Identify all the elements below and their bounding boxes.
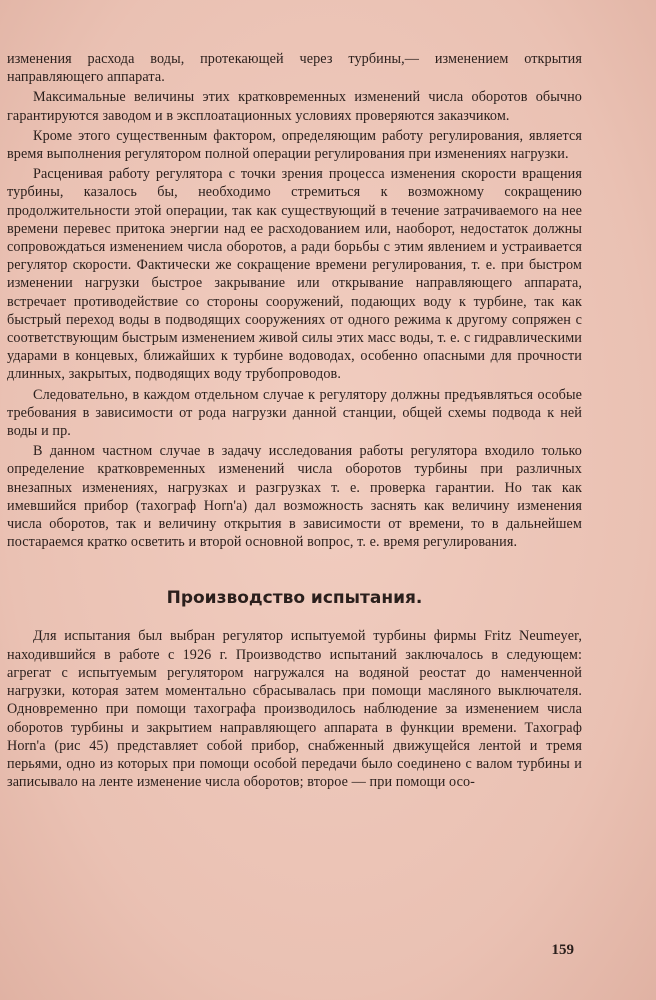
section-heading: Производство испытания. [166, 588, 423, 609]
paragraph-6: В данном частном случае в задачу исследования работы регулятора входило только определение кратковременных изменений числа оборотов турбины при различных внезапных изменениях, нагрузках и разгрузках т. е. проверка гарантии. Но так как имевшийся прибор (тахограф Horn'a) дал возможность заснять как величину изменения числа оборотов, так и величину открытия в зависимости от времени, то в дальнейшем постараемся кратко осветить и второй основной вопрос, т. е. время регулирования. [7, 443, 582, 551]
paragraph-5: Следовательно, в каждом отдельном случае к регулятору должны предъявляться особые требования в зависимости от рода нагрузки данной станции, общей схемы подвода к ней воды и пр. [7, 386, 582, 440]
paragraph-7: Для испытания был выбран регулятор испытуемой турбины фирмы Fritz Neumeyer, находившийся в работе с 1926 г. Производство испытаний заключалось в следующем: агрегат с испытуемым регулятором нагружался на водяной реостат до наменченной нагрузки, которая затем моментально сбрасывалась при помощи масляного выключателя. Одновременно при помощи тахографа производилось наблюдение за изменением числа оборотов турбины и закрытием направляющего аппарата в функции времени. Тахограф Horn'a (рис 45) представляет собой прибор, снабженный движущейся лентой и тремя перьями, одно из которых при помощи особой передачи было соединено с валом турбины и записывало на ленте изменение числа оборотов; второе — при помощи осо- [7, 628, 582, 791]
paragraph-4: Расценивая работу регулятора с точки зрения процесса изменения скорости вращения турбины, казалось бы, необходимо стремиться к возможному сокращению продолжительности этой операции, так как существующий в течение затрачиваемого на нее времени перевес притока энергии над ее расходованием или, наоборот, недостаток должны сопровождаться изменением числа оборотов, а ради борьбы с этим явлением и устраивается регулятор скорости. Фактически же сокращение времени регулирования, т. е. при быстром изменении нагрузки быстрое закрывание или открывание направляющего аппарата, встречает противодействие со стороны сооружений, подающих воду к турбине, так как быстрый переход воды в подводящих сооружениях от одного режима к другому сопряжен с соответствующим быстрым изменением живой силы этих масс воды, т. е. с гидравлическими ударами в концевых, ближайших к турбине водоводах, особенно опасными для прочности длинных, закрытых, подводящих воду трубопроводов. [7, 166, 582, 383]
paragraph-2: Максимальные величины этих кратковременных изменений числа оборотов обычно гарантируются заводом и в эксплоатационных условиях проверяются заказчиком. [7, 89, 582, 124]
paragraph-3: Кроме этого существенным фактором, определяющим работу регулирования, является время выполнения регулятором полной операции регулирования при изменениях нагрузки. [7, 127, 582, 163]
page-number: 159 [551, 942, 574, 958]
page-text [0, 50, 582, 793]
paragraph-1: изменения расхода воды, протекающей через турбины,— изменением открытия направляющего аппарата. [7, 51, 582, 86]
